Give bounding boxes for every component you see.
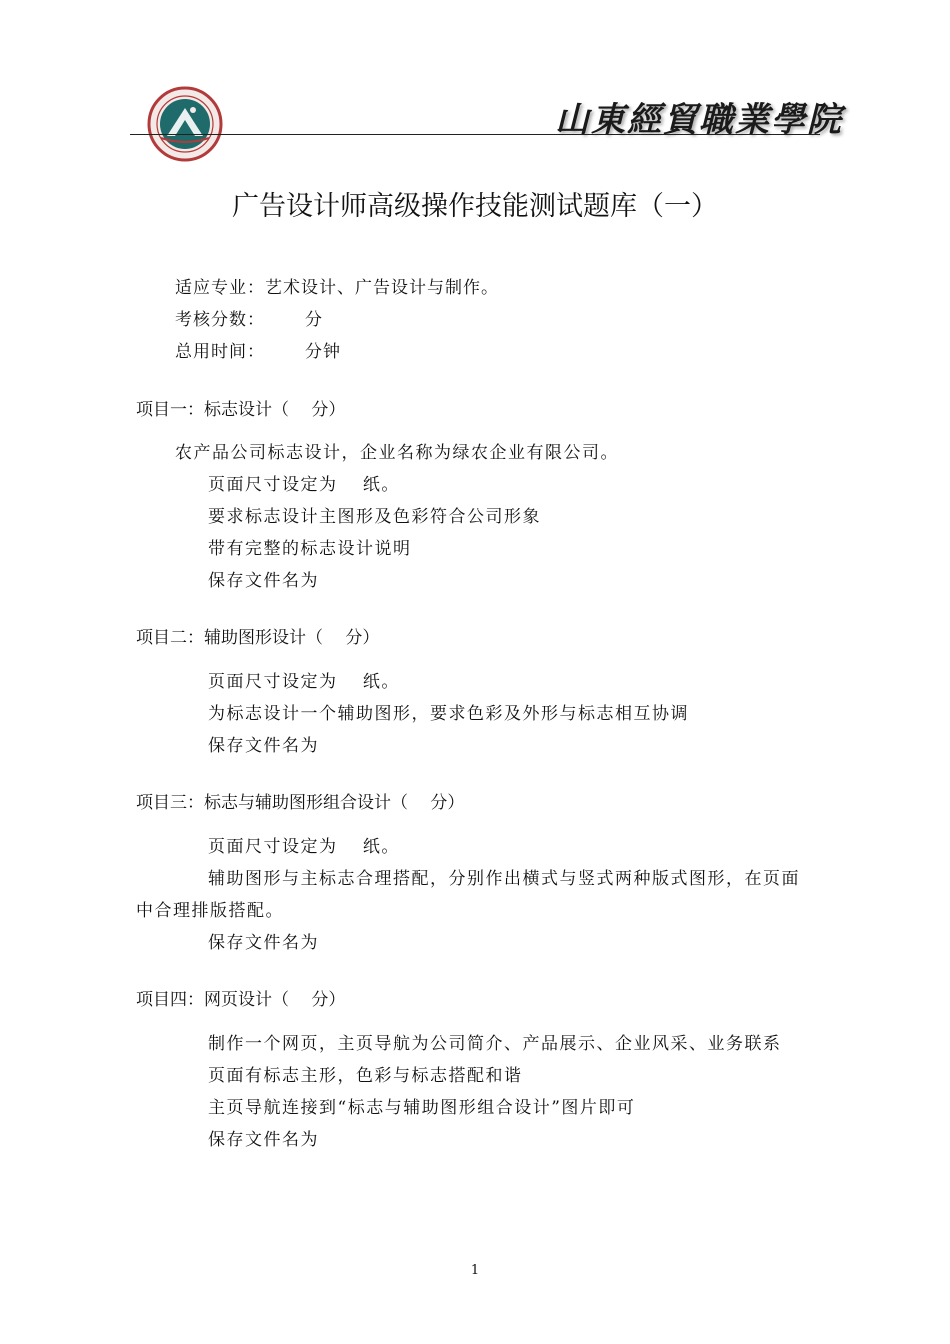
time-label: 总用时间： xyxy=(175,342,265,362)
project2-line: 页面尺寸设定为 纸。 xyxy=(208,672,400,692)
project3-line: 中合理排版搭配。 xyxy=(136,901,284,921)
project3-line: 保存文件名为 xyxy=(208,933,319,953)
project2-heading: 项目二：辅助图形设计（ 分） xyxy=(136,628,380,648)
project4-line: 制作一个网页，主页导航为公司简介、产品展示、企业风采、业务联系 xyxy=(208,1034,782,1054)
major-line: 适应专业：艺术设计、广告设计与制作。 xyxy=(175,278,499,298)
school-name-calligraphy: 山東經貿職業學院 xyxy=(555,100,843,140)
time-line xyxy=(175,337,341,362)
project1-heading: 项目一：标志设计（ 分） xyxy=(136,400,346,420)
project1-line: 保存文件名为 xyxy=(208,571,319,591)
project3-heading: 项目三：标志与辅助图形组合设计（ 分） xyxy=(136,793,465,813)
page-title: 广告设计师高级操作技能测试题库（一） xyxy=(232,191,718,222)
project3-line: 辅助图形与主标志合理搭配，分别作出横式与竖式两种版式图形，在页面 xyxy=(208,869,800,889)
page-number: 1 xyxy=(470,1263,480,1278)
school-logo xyxy=(147,86,223,162)
header-divider xyxy=(130,134,820,135)
project1-line: 页面尺寸设定为 纸。 xyxy=(208,475,400,495)
score-line xyxy=(175,305,323,330)
score-label: 考核分数： xyxy=(175,310,265,330)
project4-line: 页面有标志主形，色彩与标志搭配和谐 xyxy=(208,1066,523,1086)
project2-line: 保存文件名为 xyxy=(208,736,319,756)
project1-line: 农产品公司标志设计，企业名称为绿农企业有限公司。 xyxy=(175,443,619,463)
time-value: 分钟 xyxy=(305,342,341,362)
project1-line: 要求标志设计主图形及色彩符合公司形象 xyxy=(208,507,541,527)
project3-line: 页面尺寸设定为 纸。 xyxy=(208,837,400,857)
project4-line: 保存文件名为 xyxy=(208,1130,319,1150)
project2-line: 为标志设计一个辅助图形，要求色彩及外形与标志相互协调 xyxy=(208,704,689,724)
score-value: 分 xyxy=(305,310,323,330)
project4-line: 主页导航连接到“标志与辅助图形组合设计”图片即可 xyxy=(208,1098,636,1118)
project1-line: 带有完整的标志设计说明 xyxy=(208,539,412,559)
project4-heading: 项目四：网页设计（ 分） xyxy=(136,990,346,1010)
